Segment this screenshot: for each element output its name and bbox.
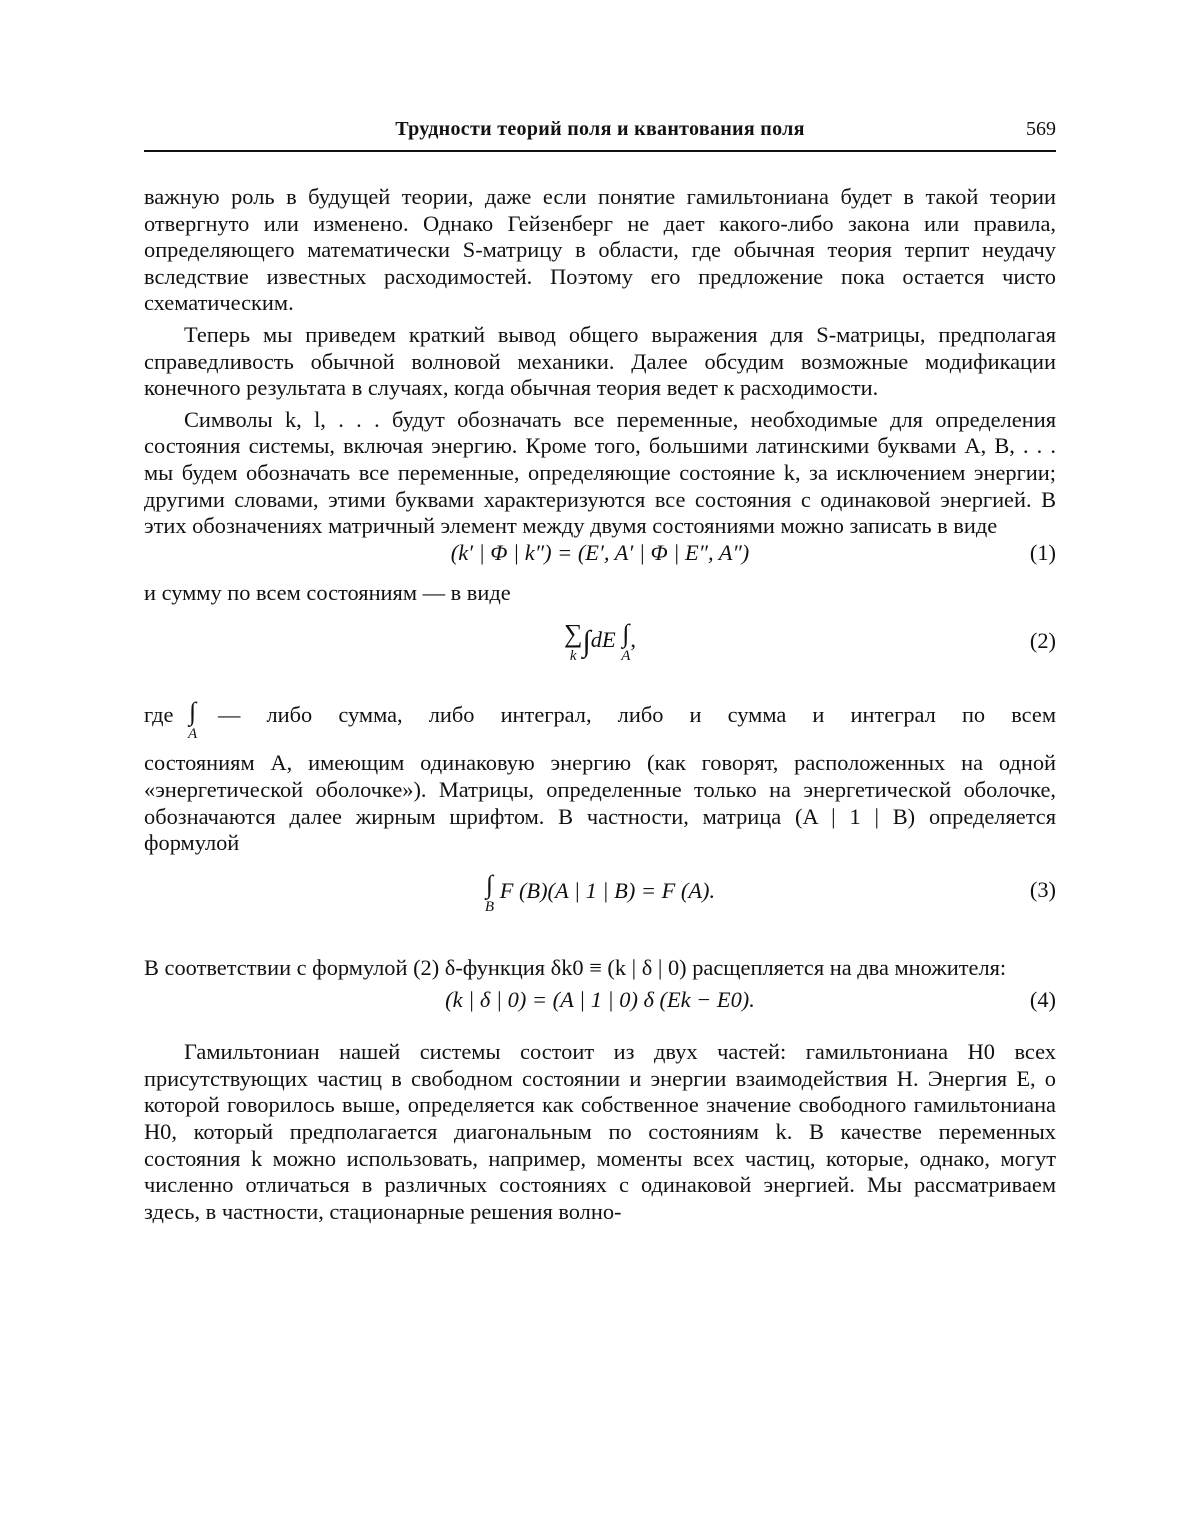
inline-subscript: A [188,726,198,743]
paragraph-4: и сумму по всем состояниям — в виде [144,579,511,605]
equation-1-body: (k′ | Φ | k″) = (E′, A′ | Φ | E″, A″) [450,539,750,565]
integral-symbol: ∫ [582,625,591,659]
equation-2-body [144,620,1056,664]
paragraph-2: Теперь мы приведем краткий вывод общего выражения для S-матрицы, предполагая справедливость обычной волновой механики. Далее обсудим возможные модификации конечного результата в случаях, когда обычная теория ведет к расходимости. [144,321,1056,401]
paragraph-7: Гамильтониан нашей системы состоит из двух частей: гамильтониана H0 всех присутствующих частиц в свободном состоянии и энергии взаимодействия H. Энергия E, о которой говорилось выше, определяется как собственное значение свободного гамильтониана H0, который предполагается диагональным по состояниям k. В качестве переменных состояния k можно использовать, например, моменты всех частиц, которые, однако, могут численно отличаться в различных состояниях с одинаковой энергией. Мы рассматриваем здесь, в частности, стационарные решения волно- [144,1039,1056,1224]
equation-1-number: (1) [1029,539,1056,565]
state-integral: ∫ A [621,619,631,665]
equation-3-text: F (B)(A | 1 | B) = F (A). [499,877,716,903]
equation-3 [144,867,1056,951]
running-header [144,116,1056,152]
state-integral-subscript: A [621,648,631,665]
state-integral-b: ∫ B [484,869,495,915]
paragraph-6: В соответствии с формулой (2) δ-функция δk0 ≡ (k | δ | 0) расщепляется на два множителя: [144,954,1007,980]
integral-b-subscript: B [484,898,495,915]
definition-line [144,698,1056,750]
equation-4-body: (k | δ | 0) = (A | 1 | 0) δ (Ek − E0). [445,987,755,1013]
paragraph-1: важную роль в будущей теории, даже если понятие гамильтониана будет в такой теории отвергнуто или изменено. Однако Гейзенберг не дает какого-либо закона или правила, определяющего математически S-матрицу в области, где обычная теория терпит неудачу вследствие известных расходимостей. Поэтому его предложение пока остается чисто схематическим. [144,184,1056,316]
equation-3-number: (3) [1029,876,1056,902]
equation-2-number: (2) [1029,628,1056,654]
page-body [144,184,1056,1225]
paragraph-5: состояниям A, имеющим одинаковую энергию (как говорят, расположенных на одной «энергетической оболочке»). Матрицы, определенные только на энергетической оболочке, обозначаются далее жирным шрифтом. В частности, матрица (A | 1 | B) определяется формулой [144,750,1056,856]
gde-word: где [144,702,174,728]
definition-text: — либо сумма, либо интеграл, либо и сумма и интеграл по всем [218,702,1056,728]
equation-2-comma: , [630,627,637,653]
equation-4 [144,987,1056,1023]
sum-symbol: ∑ k [563,619,583,665]
equation-3-body [144,871,1056,915]
sum-subscript: k [569,648,577,665]
equation-2 [144,614,1056,698]
equation-1 [144,540,1056,576]
paragraph-3: Символы k, l, . . . будут обозначать все переменные, необходимые для определения состояния системы, включая энергию. Кроме того, большими латинскими буквами A, B, . . . мы будем обозначать все переменные, определяющие состояние k, за исключением энергии; другими словами, этими буквами характеризуются все состояния с одинаковой энергией. В этих обозначениях матричный элемент между двумя состояниями можно записать в виде [144,406,1056,539]
running-title: Трудности теорий поля и квантования поля [395,118,805,140]
page-number: 569 [1026,118,1056,140]
integrand: dE [590,627,616,653]
equation-4-number: (4) [1029,987,1056,1013]
state-integral-inline: ∫ A [188,697,198,743]
